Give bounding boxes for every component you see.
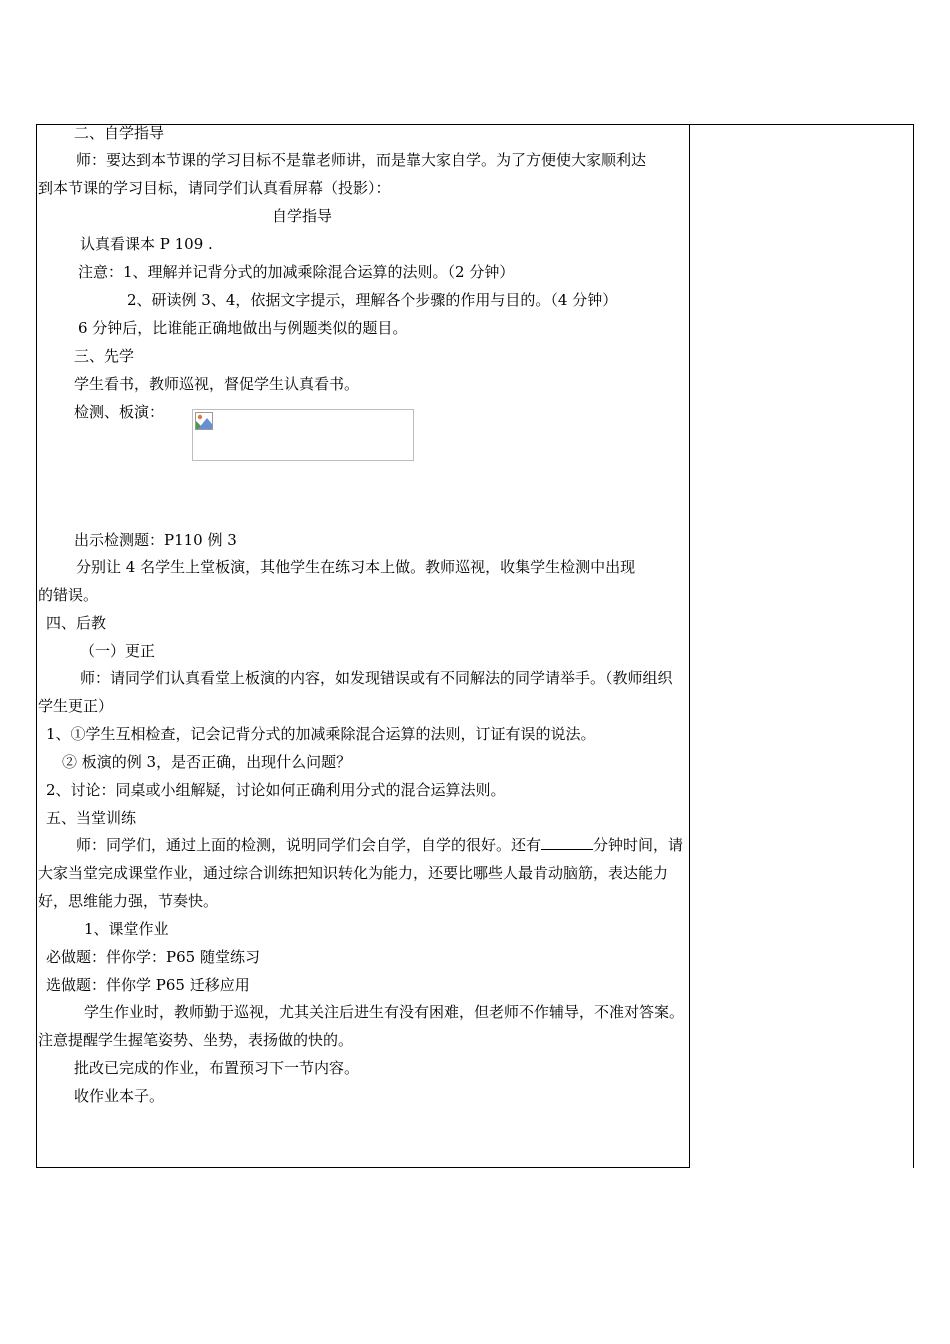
note-2: 2、研读例 3、4，依据文字提示，理解各个步骤的作用与目的。（4 分钟）: [127, 291, 618, 309]
grading-line: 批改已完成的作业，布置预习下一节内容。: [74, 1059, 360, 1077]
notes-cell-top-border: [690, 124, 914, 125]
read-book-line: 认真看课本 P 109 .: [80, 235, 213, 253]
homework-paragraph: 学生作业时，教师勤于巡视，尤其关注后进生有没有困难，但老师不作辅导，不准对答案。注意提醒学生握笔姿势、坐势，表扬做的快的。: [38, 1003, 685, 1049]
section-5-text-b: 分钟时间，请大家当堂完成课堂作业，通过综合训练把知识转化为能力，还要比哪些人最肯动脑筋，表达能力好，思维能力强，节奏快。: [38, 836, 684, 910]
section-3-line-1: 学生看书，教师巡视，督促学生认真看书。: [74, 375, 360, 393]
item-1: 1、①学生互相检查，记会记背分式的加减乘除混合运算的法则，订证有误的说法。: [46, 725, 596, 743]
minutes-blank: [541, 835, 593, 850]
guide-title: 自学指导: [272, 207, 333, 225]
collect-line: 收作业本子。: [74, 1087, 165, 1105]
section-2-paragraph: 师：要达到本节课的学习目标不是靠老师讲，而是靠大家自学。为了方便使大家顺利达到本节课的学习目标，请同学们认真看屏幕（投影）：: [38, 151, 647, 197]
six-minutes-line: 6 分钟后，比谁能正确地做出与例题类似的题目。: [78, 319, 408, 337]
item-2: 2、讨论：同桌或小组解疑，讨论如何正确利用分式的混合运算法则。: [46, 781, 506, 799]
section-5-text-a: 师：同学们，通过上面的检测，说明同学们会自学，自学的很好。还有: [76, 836, 542, 854]
section-5-paragraph: [38, 831, 684, 915]
embedded-image-placeholder: [192, 409, 414, 461]
section-5-heading: 五、当堂训练: [46, 809, 137, 827]
section-4-heading: 四、后教: [46, 614, 107, 632]
note-1: 注意：1、理解并记背分式的加减乘除混合运算的法则。（2 分钟）: [78, 263, 515, 281]
test-problem-line: 出示检测题：P110 例 3: [74, 531, 237, 549]
section-4-subheading: （一）更正: [80, 642, 156, 660]
item-1b: ② 板演的例 3，是否正确，出现什么问题？: [62, 753, 352, 771]
broken-image-icon: [195, 412, 213, 430]
required-problems: 必做题：伴你学：P65 随堂练习: [46, 948, 260, 966]
section-4-paragraph: 师：请同学们认真看堂上板演的内容，如发现错误或有不同解法的同学请举手。（教师组织学生更正）: [38, 669, 673, 715]
assignment-paragraph: 分别让 4 名学生上堂板演，其他学生在练习本上做。教师巡视，收集学生检测中出现的错误。: [38, 558, 636, 604]
section-3-line-2: 检测、板演：: [74, 403, 165, 421]
homework-heading: 1、课堂作业: [84, 920, 169, 938]
section-3-heading: 三、先学: [74, 347, 135, 365]
notes-cell-right-border: [913, 124, 914, 1168]
section-2-heading: 二、自学指导: [74, 124, 165, 142]
optional-problems: 选做题：伴你学 P65 迁移应用: [46, 976, 250, 994]
